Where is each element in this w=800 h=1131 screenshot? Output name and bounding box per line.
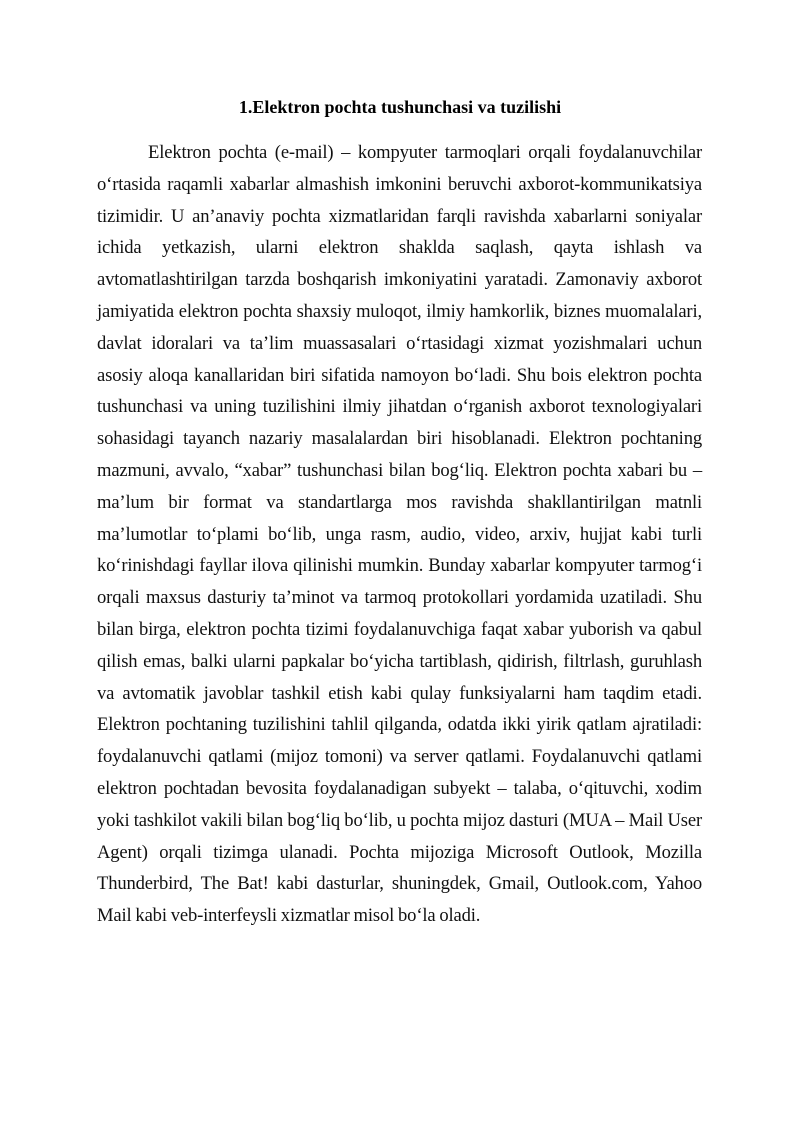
body-paragraph: Elektron pochta (e-mail) – kompyuter tarmoqlari orqali foydalanuvchilar oʻrtasida raqamli xabarlar almashish imkonini beruvchi axborot-kommunikatsiya tizimidir. U anʼanaviy pochta xizmatlaridan farqli ravishda xabarlarni soniyalar ichida yetkazish, ularni elektron shaklda saqlash, qayta ishlash va avtomatlashtirilgan tarzda boshqarish imkoniyatini yaratadi. Zamonaviy axborot jamiyatida elektron pochta shaxsiy muloqot, ilmiy hamkorlik, biznes muomalalari, davlat idoralari va taʼlim muassasalari oʻrtasidagi xizmat yozishmalari uchun asosiy aloqa kanallaridan biri sifatida namoyon boʻladi. Shu bois elektron pochta tushunchasi va uning tuzilishini ilmiy jihatdan oʻrganish axborot texnologiyalari sohasidagi tayanch nazariy masalalardan biri hisoblanadi. Elektron pochtaning mazmuni, avvalo, “xabar” tushunchasi bilan bogʻliq. Elektron pochta xabari bu – maʼlum bir format va standartlarga mos ravishda shakllantirilgan matnli maʼlumotlar toʻplami boʻlib, unga rasm, audio, video, arxiv, hujjat kabi turli koʻrinishdagi fayllar ilova qilinishi mumkin. Bunday xabarlar kompyuter tarmogʻi orqali maxsus dasturiy taʼminot va tarmoq protokollari yordamida uzatiladi. Shu bilan birga, elektron pochta tizimi foydalanuvchiga faqat xabar yuborish va qabul qilish emas, balki ularni papkalar boʻyicha tartiblash, qidirish, filtrlash, guruhlash va avtomatik javoblar tashkil etish kabi qulay funksiyalarni ham taqdim etadi. Elektron pochtaning tuzilishini tahlil qilganda, odatda ikki yirik qatlam ajratiladi: foydalanuvchi qatlami (mijoz tomoni) va server qatlami. Foydalanuvchi qatlami elektron pochtadan bevosita foydalanadigan subyekt – talaba, oʻqituvchi, xodim yoki tashkilot vakili bilan bogʻliq boʻlib, u pochta mijoz dasturi (MUA – Mail User Agent) orqali tizimga ulanadi. Pochta mijoziga Microsoft Outlook, Mozilla Thunderbird, The Bat! kabi dasturlar, shuningdek, Gmail, Outlook.com, Yahoo Mail kabi veb-interfeysli xizmatlar misol boʻla oladi.: [97, 142, 702, 927]
section-heading: 1.Elektron pochta tushunchasi va tuzilishi: [238, 97, 562, 117]
